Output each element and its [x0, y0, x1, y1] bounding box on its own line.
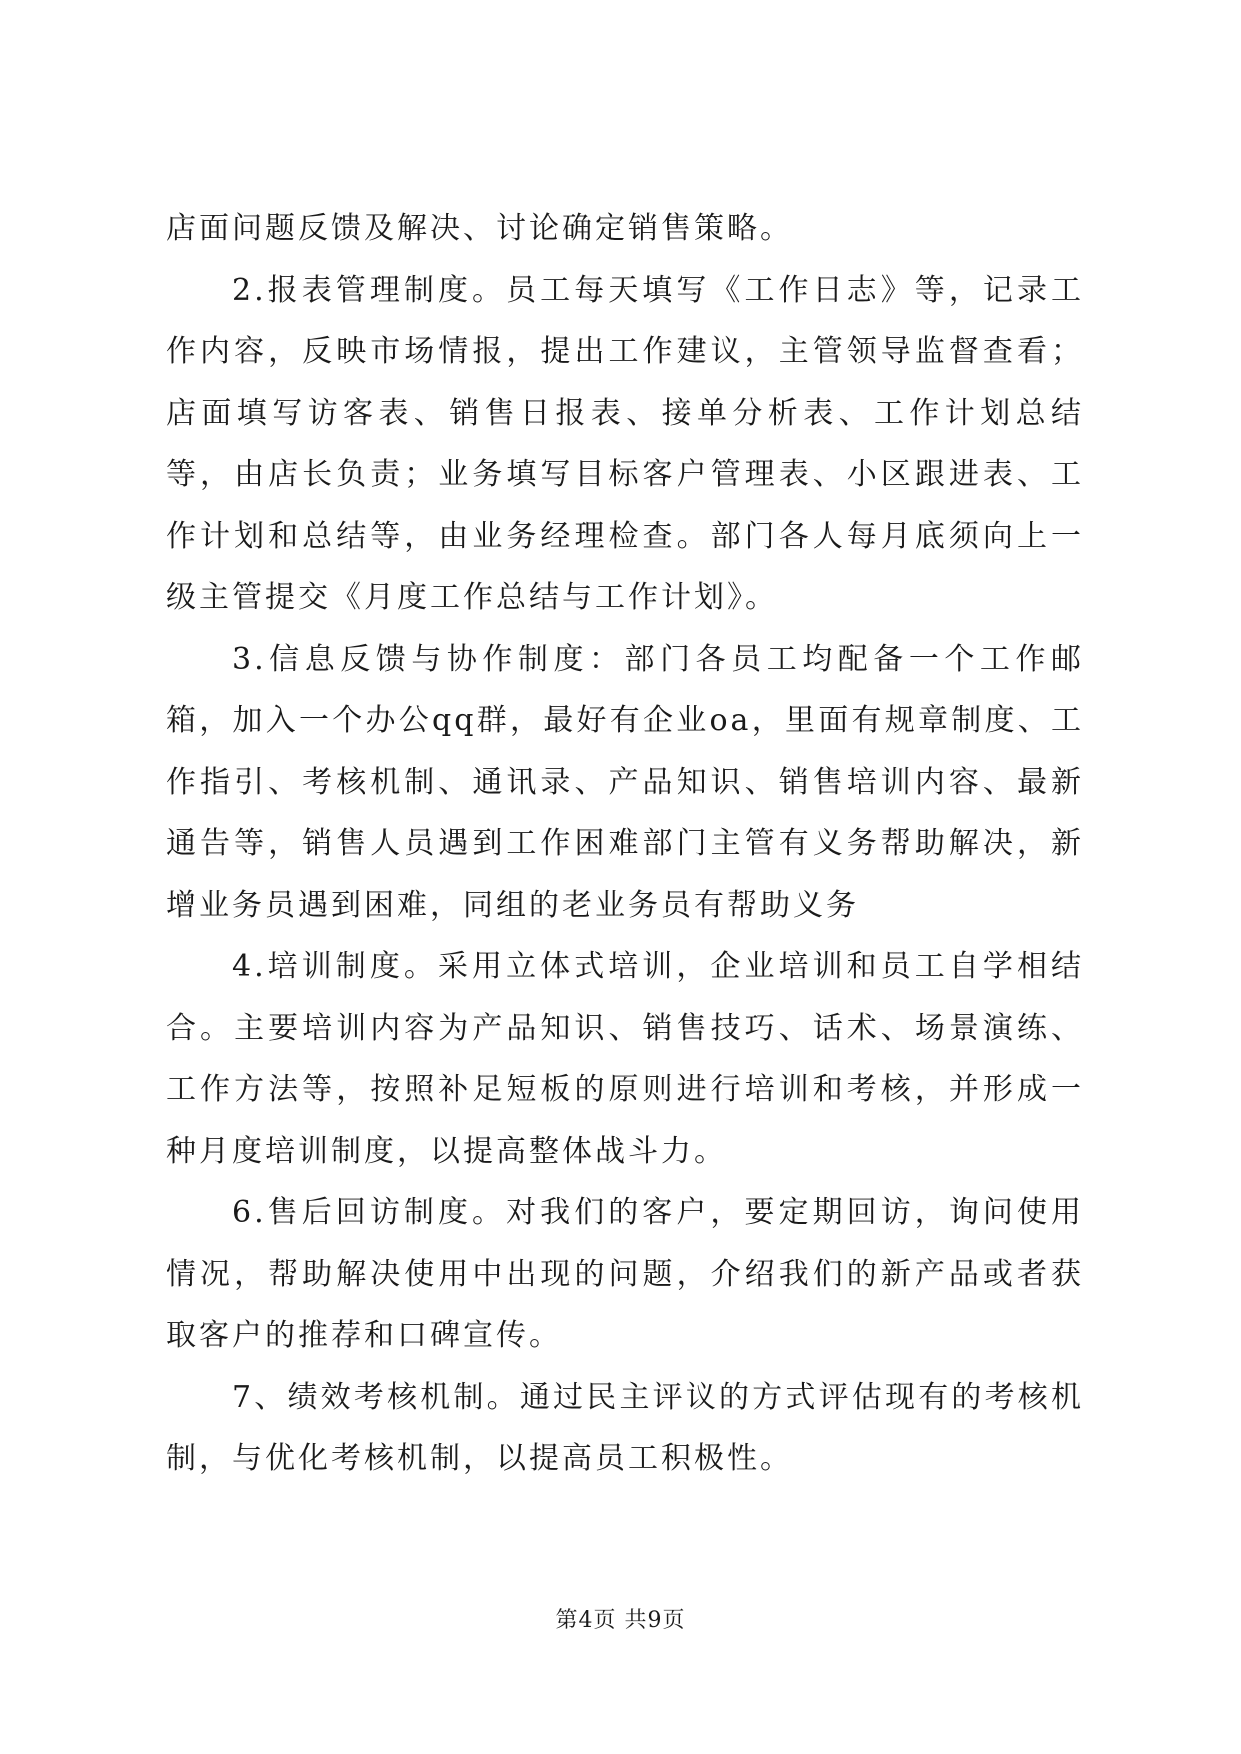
paragraph-after-sales-visit: 6.售后回访制度。对我们的客户，要定期回访，询问使用情况，帮助解决使用中出现的问题，介绍我们的新产品或者获取客户的推荐和口碑宣传。 — [166, 1195, 1084, 1353]
document-body — [166, 198, 1084, 1490]
paragraph-information-feedback: 3.信息反馈与协作制度：部门各员工均配备一个工作邮箱，加入一个办公qq群，最好有企业oa，里面有规章制度、工作指引、考核机制、通讯录、产品知识、销售培训内容、最新通告等，销售人员遇到工作困难部门主管有义务帮助解决，新增业务员遇到困难，同组的老业务员有帮助义务 — [166, 641, 1084, 923]
paragraph-continuation: 店面问题反馈及解决、讨论确定销售策略。 — [166, 211, 793, 246]
paragraph-report-management: 2.报表管理制度。员工每天填写《工作日志》等，记录工作内容，反映市场情报，提出工作建议，主管领导监督查看；店面填写访客表、销售日报表、接单分析表、工作计划总结等，由店长负责；业务填写目标客户管理表、小区跟进表、工作计划和总结等，由业务经理检查。部门各人每月底须向上一级主管提交《月度工作总结与工作计划》。 — [166, 272, 1084, 615]
page-number-footer: 第4页 共9页 — [555, 1608, 686, 1633]
paragraph-training-system: 4.培训制度。采用立体式培训，企业培训和员工自学相结合。主要培训内容为产品知识、销售技巧、话术、场景演练、工作方法等，按照补足短板的原则进行培训和考核，并形成一种月度培训制度，以提高整体战斗力。 — [166, 949, 1084, 1169]
paragraph-performance-appraisal: 7、绩效考核机制。通过民主评议的方式评估现有的考核机制，与优化考核机制，以提高员工积极性。 — [166, 1379, 1084, 1476]
